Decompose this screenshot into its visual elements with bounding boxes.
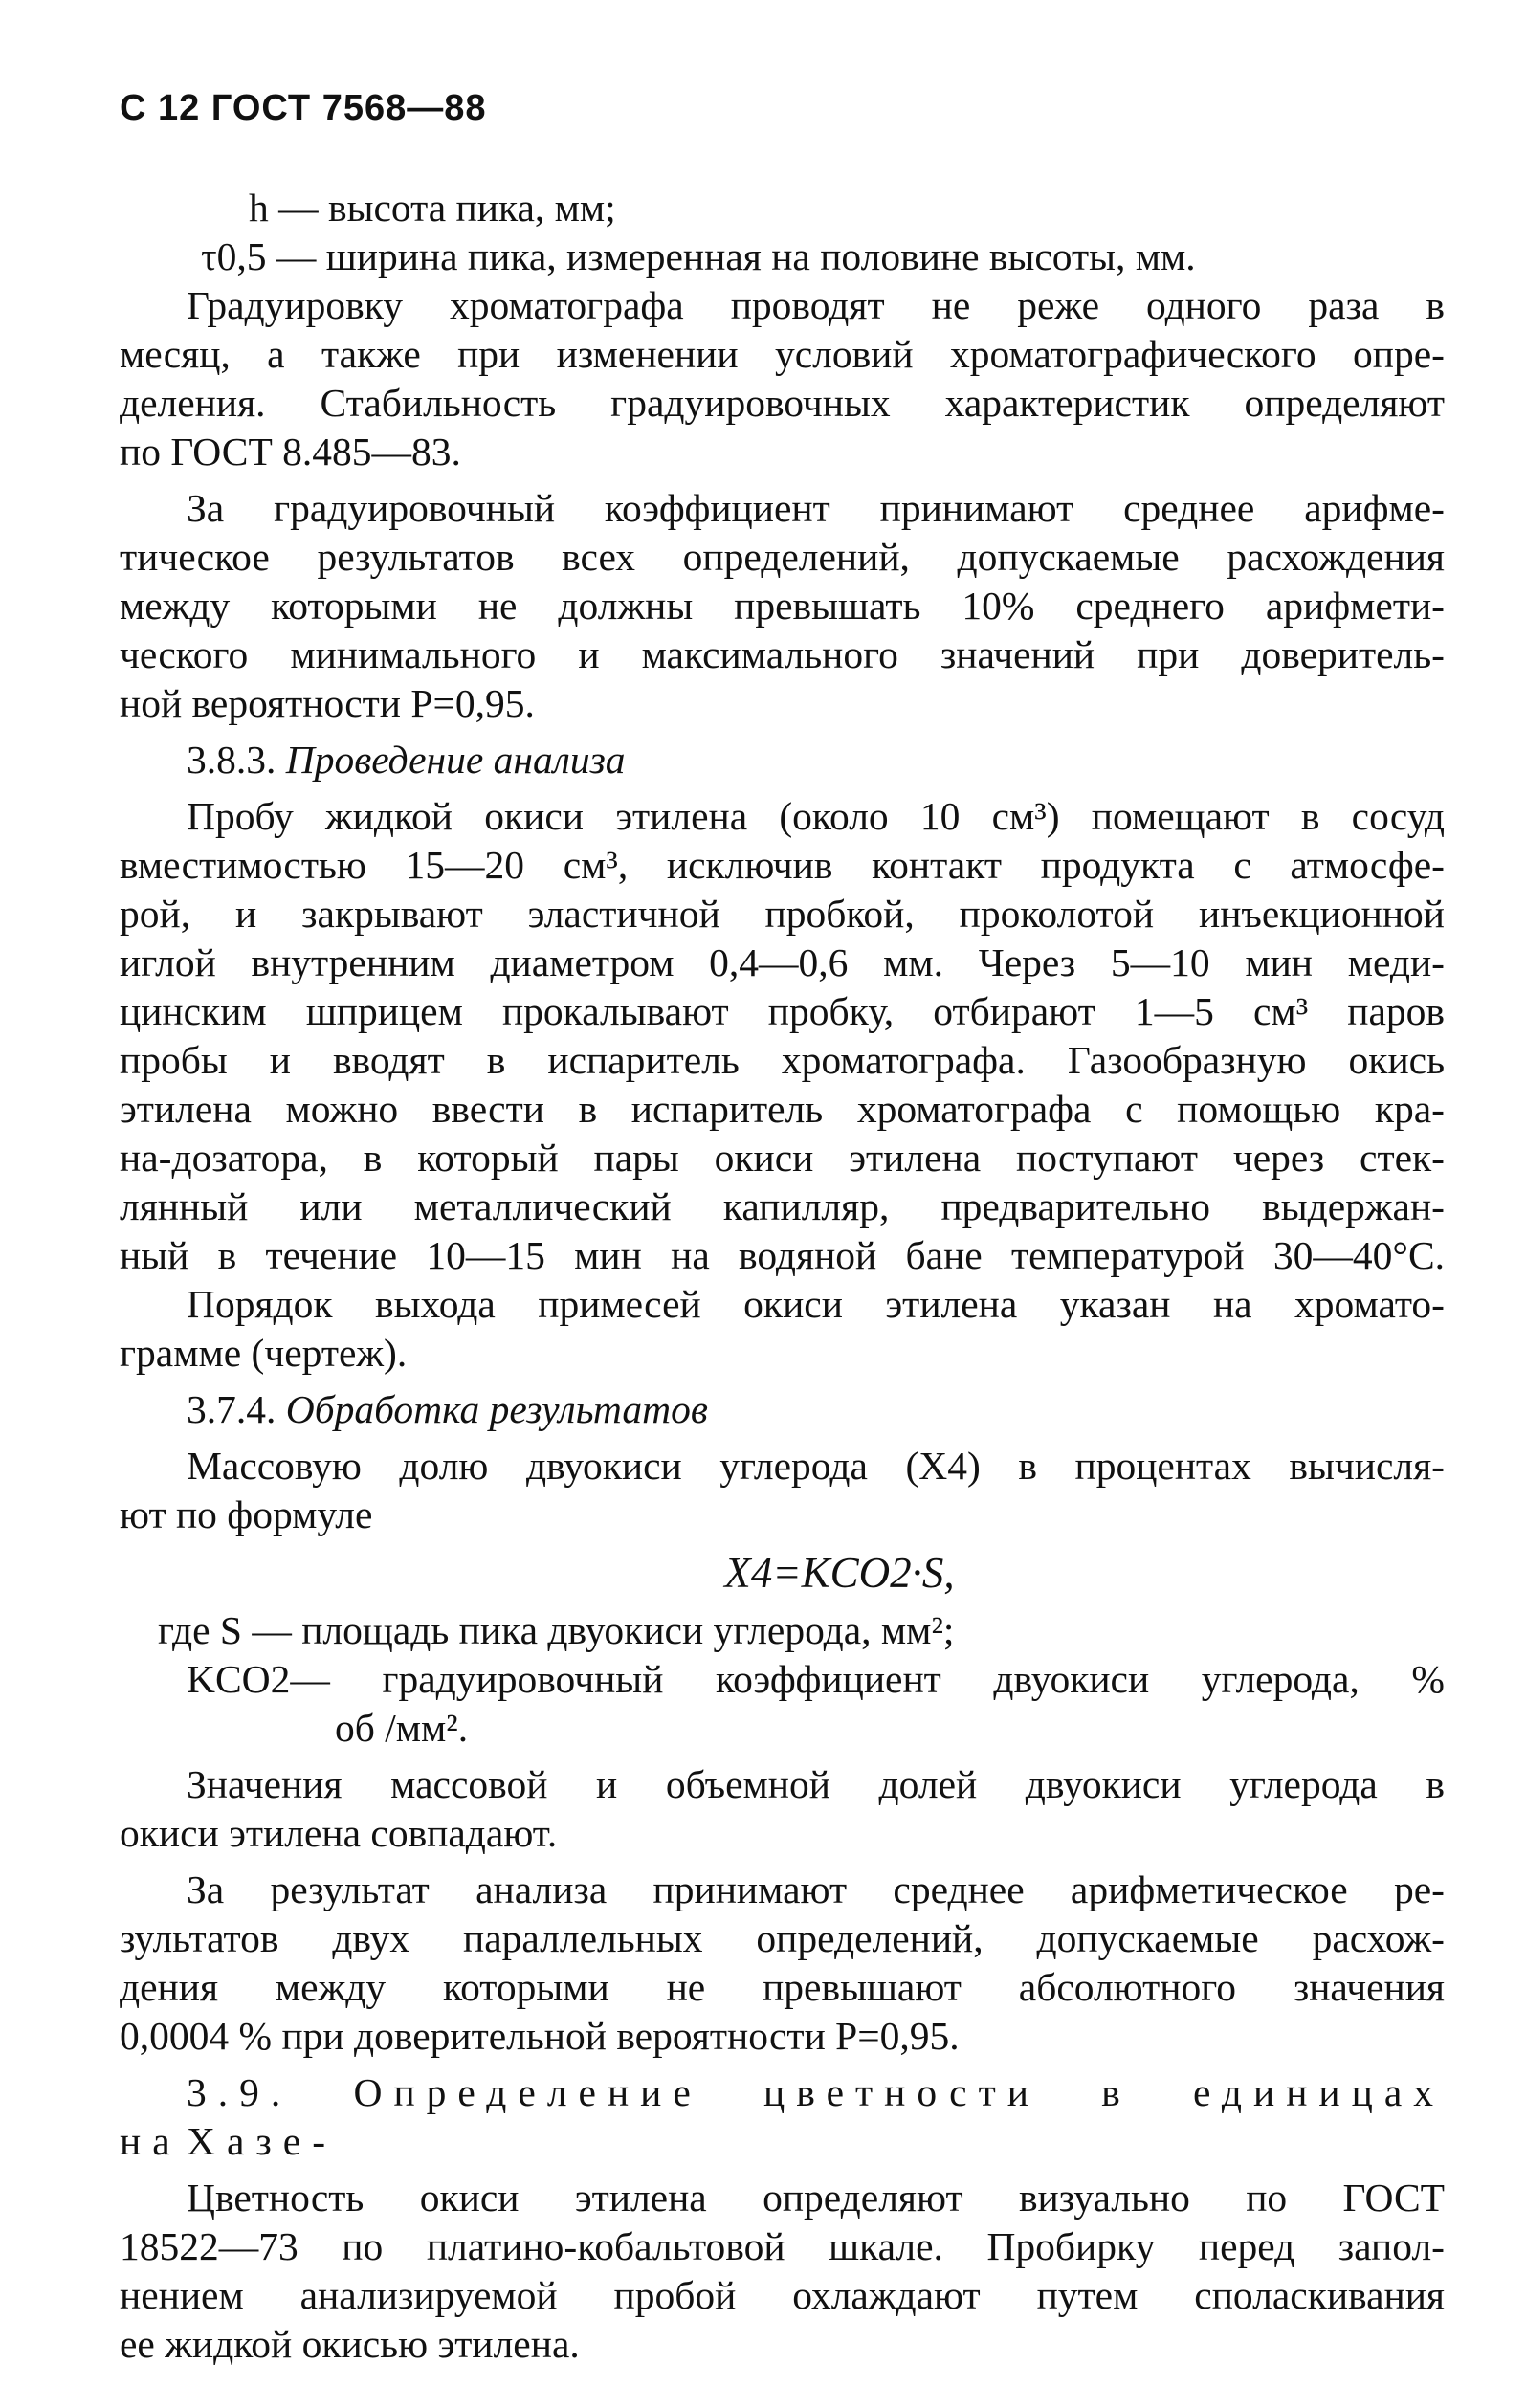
text-line: нением анализируемой пробой охлаждают путем споласкивания bbox=[120, 2273, 1445, 2317]
where-line: KCO2— градуировочный коэффициент двуокиси углерода, % bbox=[187, 1657, 1445, 1701]
text-line: на-дозатора, в который пары окиси этилена поступают через стек- bbox=[120, 1136, 1445, 1180]
text-line: 3.9. Определение цветности в единицах Хазе- bbox=[187, 2070, 1445, 2163]
section-heading-3-9 bbox=[120, 2068, 1445, 2166]
text-line: ной вероятности P=0,95. bbox=[120, 681, 535, 725]
text-line: месяц, а также при изменении условий хроматографического опре- bbox=[120, 332, 1445, 376]
text-line: ют по формуле bbox=[120, 1492, 373, 1536]
where-line: об /мм². bbox=[335, 1706, 469, 1750]
page-header: С 12 ГОСТ 7568—88 bbox=[120, 88, 487, 128]
where-line: где S — площадь пика двуокиси углерода, мм²; bbox=[158, 1608, 955, 1652]
paragraph-values bbox=[120, 1760, 1445, 1858]
paragraph-analysis bbox=[120, 792, 1445, 1280]
text-line: пробы и вводят в испаритель хроматографа. Газообразную окись bbox=[120, 1038, 1445, 1082]
definition-h: h — высота пика, мм; bbox=[249, 186, 616, 230]
formula-where bbox=[120, 1606, 1445, 1753]
text-line: этилена можно ввести в испаритель хроматографа с помощью кра- bbox=[120, 1087, 1445, 1131]
paragraph-coefficient bbox=[120, 484, 1445, 728]
text-line: иглой внутренним диаметром 0,4—0,6 мм. Через 5—10 мин меди- bbox=[120, 940, 1445, 984]
text-line: деления. Стабильность градуировочных характеристик определяют bbox=[120, 381, 1445, 425]
section-heading-3-8-3 bbox=[120, 736, 1445, 784]
text-line: рой, и закрывают эластичной пробкой, проколотой инъекционной bbox=[120, 892, 1445, 936]
text-line: по ГОСТ 8.485—83. bbox=[120, 430, 461, 474]
text-line: тическое результатов всех определений, допускаемые расхождения bbox=[120, 535, 1445, 579]
text-line: вместимостью 15—20 см³, исключив контакт продукта с атмосфе- bbox=[120, 843, 1445, 887]
text-line: ее жидкой окисью этилена. bbox=[120, 2322, 580, 2366]
page-body bbox=[120, 184, 1445, 2369]
text-line: За градуировочный коэффициент принимают среднее арифме- bbox=[187, 486, 1445, 530]
text-line: За результат анализа принимают среднее арифметическое ре- bbox=[187, 1867, 1445, 1911]
paragraph-mass-fraction bbox=[120, 1442, 1445, 1539]
text-line: грамме (чертеж). bbox=[120, 1331, 408, 1375]
section-title: Обработка результатов bbox=[285, 1387, 708, 1431]
text-line: Порядок выхода примесей окиси этилена указан на хромато- bbox=[187, 1282, 1445, 1326]
text-line: Градуировку хроматографа проводят не реже одного раза в bbox=[187, 283, 1445, 327]
text-line: на bbox=[120, 2119, 182, 2163]
text-line: 18522—73 по платино-кобальтовой шкале. Пробирку перед запол- bbox=[120, 2224, 1445, 2268]
text-line: лянный или металлический капилляр, предварительно выдержан- bbox=[120, 1184, 1445, 1228]
text-line: Массовую долю двуокиси углерода (X4) в процентах вычисля- bbox=[187, 1444, 1445, 1488]
section-heading-3-7-4 bbox=[120, 1385, 1445, 1434]
definition-tau: τ0,5 — ширина пика, измеренная на половине высоты, мм. bbox=[201, 234, 1196, 278]
text-line: ческого минимального и максимального значений при доверитель- bbox=[120, 632, 1445, 676]
text-line: между которыми не должны превышать 10% среднего арифмети- bbox=[120, 584, 1445, 628]
text-line: Пробу жидкой окиси этилена (около 10 см³) помещают в сосуд bbox=[187, 794, 1445, 838]
paragraph-order bbox=[120, 1280, 1445, 1378]
text-line: Значения массовой и объемной долей двуокиси углерода в bbox=[187, 1762, 1445, 1806]
text-line: ный в течение 10—15 мин на водяной бане температурой 30—40°С. bbox=[120, 1233, 1445, 1277]
text-line: цинским шприцем прокалывают пробку, отбирают 1—5 см³ паров bbox=[120, 989, 1445, 1033]
text-line: 0,0004 % при доверительной вероятности P=0,95. bbox=[120, 2014, 960, 2058]
formula: X4=KCO2·S, bbox=[724, 1549, 955, 1597]
section-title: Проведение анализа bbox=[285, 738, 626, 782]
text-line: окиси этилена совпадают. bbox=[120, 1811, 558, 1855]
paragraph-result bbox=[120, 1866, 1445, 2061]
text-line: зультатов двух параллельных определений, допускаемые расхож- bbox=[120, 1916, 1445, 1960]
text-line: дения между которыми не превышают абсолютного значения bbox=[120, 1965, 1445, 2009]
paragraph-color bbox=[120, 2174, 1445, 2369]
section-number: 3.7.4. bbox=[187, 1387, 276, 1431]
text-line: Цветность окиси этилена определяют визуально по ГОСТ bbox=[187, 2176, 1445, 2220]
paragraph-calibration bbox=[120, 281, 1445, 476]
section-number: 3.8.3. bbox=[187, 738, 276, 782]
